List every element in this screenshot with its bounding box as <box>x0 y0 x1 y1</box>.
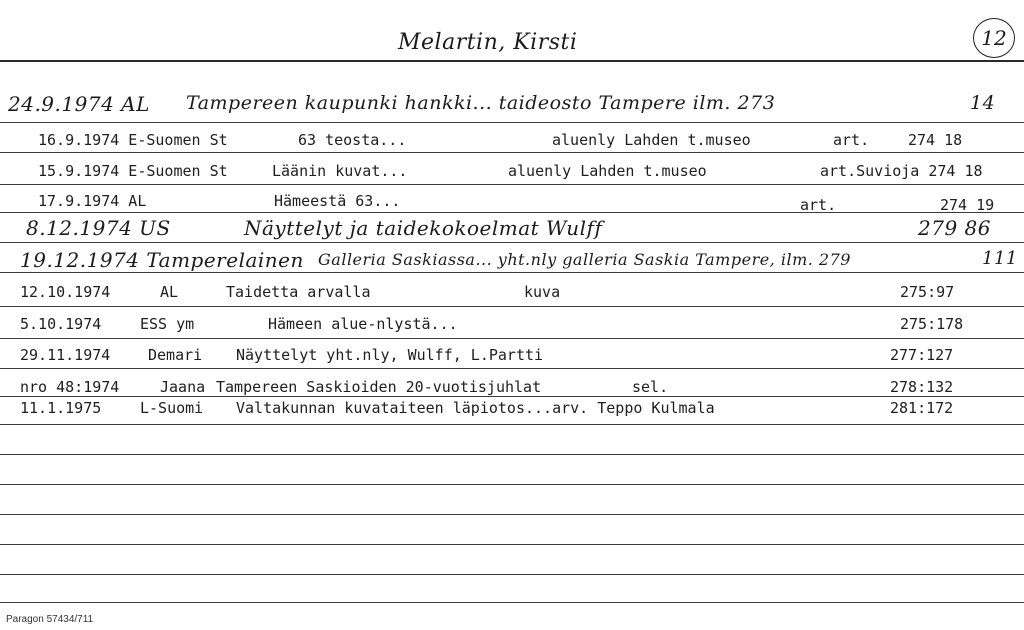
entry-date-source: 17.9.1974 AL <box>38 192 147 210</box>
entry-date-source: 16.9.1974 E-Suomen St <box>38 131 228 149</box>
entry-source: ESS ym <box>140 315 195 333</box>
entry-title: Galleria Saskiassa... yht.nly galleria Saskia Tampere, ilm. 279 <box>318 250 851 269</box>
ruled-line <box>0 338 1024 339</box>
entry-ref: 277:127 <box>890 346 954 364</box>
entry-issue: nro 48:1974 <box>20 378 120 396</box>
entry-ref: 281:172 <box>890 399 954 417</box>
entry-source: Demari <box>148 346 203 364</box>
entry-source: L-Suomi <box>140 399 204 417</box>
ruled-line <box>0 544 1024 545</box>
ruled-line <box>0 184 1024 185</box>
card-number: 12 <box>981 26 1007 50</box>
ruled-line <box>0 396 1024 397</box>
entry-location: aluenly Lahden t.museo <box>508 162 707 180</box>
card-number-circle <box>973 18 1015 58</box>
entry-date: 11.1.1975 <box>20 399 102 417</box>
entry-ref: 111 <box>982 248 1018 269</box>
entry-title: Tampereen Saskioiden 20-vuotisjuhlat <box>216 378 542 396</box>
ruled-line <box>0 368 1024 369</box>
entry-source: Jaana <box>160 378 206 396</box>
entry-title: Hämeestä 63... <box>274 192 401 210</box>
entry-title: Näyttelyt yht.nly, Wulff, L.Partti <box>236 346 544 364</box>
ruled-line <box>0 454 1024 455</box>
entry-type: art. <box>800 196 837 214</box>
ruled-line <box>0 424 1024 425</box>
ruled-line <box>0 306 1024 307</box>
entry-title: Valtakunnan kuvataiteen läpiotos...arv. Teppo Kulmala <box>236 399 715 417</box>
entry-source: AL <box>160 283 179 301</box>
entry-ref: 274 18 <box>908 131 963 149</box>
ruled-line <box>0 602 1024 603</box>
entry-title: Tampereen kaupunki hankki... taideosto Tampere ilm. 273 <box>186 92 776 114</box>
card-title-name: Melartin, Kirsti <box>398 30 578 55</box>
entry-type: sel. <box>632 378 669 396</box>
entry-title: Taidetta arvalla <box>226 283 371 301</box>
ruled-line <box>0 272 1024 273</box>
printer-code: Paragon 57434/711 <box>6 614 94 625</box>
entry-ref: 279 86 <box>918 216 991 240</box>
entry-date: 29.11.1974 <box>20 346 111 364</box>
entry-date-source: 8.12.1974 US <box>26 216 171 240</box>
ruled-line <box>0 514 1024 515</box>
entry-ref: 278:132 <box>890 378 954 396</box>
entry-type: kuva <box>524 283 561 301</box>
ruled-line <box>0 212 1024 213</box>
entry-date-source: 24.9.1974 AL <box>8 92 150 116</box>
entry-location: aluenly Lahden t.museo <box>552 131 751 149</box>
entry-title: Näyttelyt ja taidekokoelmat Wulff <box>244 216 603 240</box>
entry-date: 5.10.1974 <box>20 315 102 333</box>
entry-ref: 275:178 <box>900 315 964 333</box>
entry-title: Hämeen alue-nlystä... <box>268 315 458 333</box>
ruled-line <box>0 152 1024 153</box>
entry-ref: 14 <box>970 92 996 114</box>
ruled-line <box>0 574 1024 575</box>
entry-ref: 274 19 <box>940 196 995 214</box>
entry-title: 63 teosta... <box>298 131 407 149</box>
entry-date: 12.10.1974 <box>20 283 111 301</box>
entry-ref: art.Suvioja 274 18 <box>820 162 983 180</box>
entry-ref: 275:97 <box>900 283 955 301</box>
entry-title: Läänin kuvat... <box>272 162 408 180</box>
entry-type: art. <box>833 131 870 149</box>
entry-date-source: 19.12.1974 Tamperelainen <box>20 248 304 272</box>
header-rule <box>0 60 1024 62</box>
entry-date-source: 15.9.1974 E-Suomen St <box>38 162 228 180</box>
ruled-line <box>0 122 1024 123</box>
ruled-line <box>0 242 1024 243</box>
ruled-line <box>0 484 1024 485</box>
